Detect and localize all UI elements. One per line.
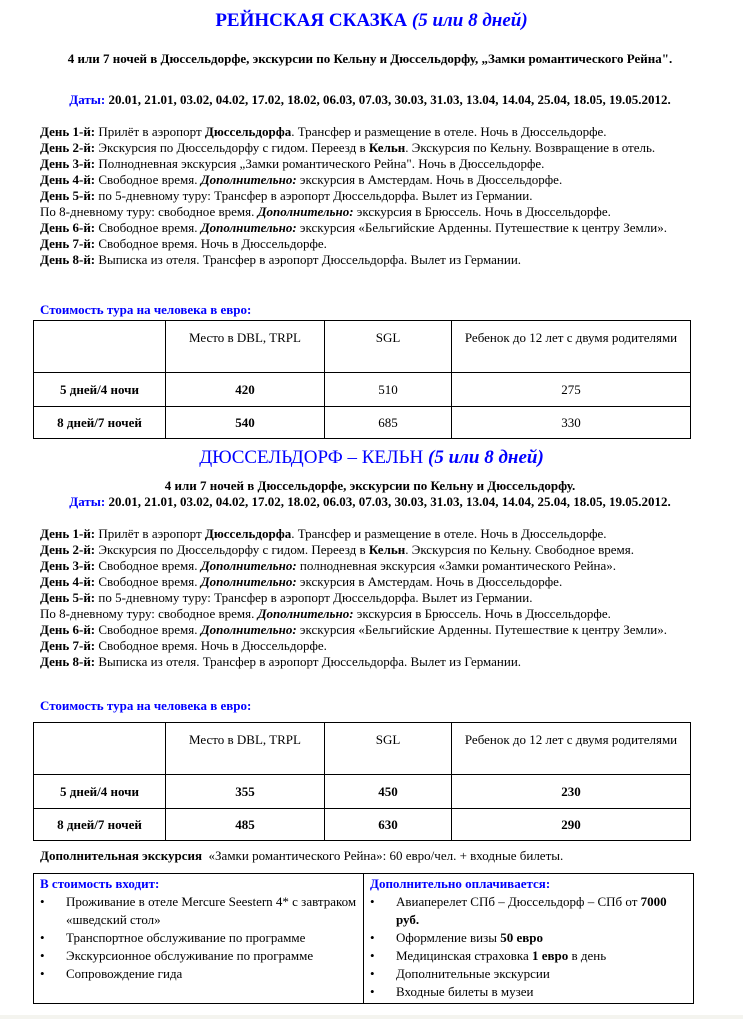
tour1-program [40,124,700,268]
tour1-dates-label: Даты: [69,92,106,107]
text-fragment: Медицинская страховка [396,948,532,963]
program-day [40,124,700,140]
day-label: День 8-й: [40,654,96,669]
list-item [40,947,357,965]
text-fragment: Свободное время. [95,220,201,235]
text-fragment: по 5-дневному туру: Трансфер в аэропорт Дюссельдорфа. Вылет из Германии. [95,188,533,203]
day-label: День 8-й: [40,252,96,267]
price-child: 275 [452,373,691,407]
program-day [40,220,700,236]
day-label: День 3-й: [40,156,96,171]
optional-label: Дополнительно: [200,220,297,235]
text-fragment: полнодневная экскурсия «Замки романтического Рейна». [296,558,617,573]
program-day [40,156,700,172]
day-label: День 1-й: [40,526,96,541]
text-fragment: экскурсия «Бельгийские Арденны. Путешествие к центру Земли». [296,220,667,235]
included-list [40,893,357,983]
program-day [40,590,700,606]
list-item [370,947,687,965]
text-fragment: Проживание в отеле Mercure Seestern 4* с завтраком «шведский стол» [66,894,357,927]
table-row [34,775,691,809]
tour2-title-duration: (5 или 8 дней) [428,447,544,468]
text-fragment: Свободное время. Ночь в Дюссельдорфе. [95,236,327,251]
text-fragment: Выписка из отеля. Трансфер в аэропорт Дюссельдорфа. Вылет из Германии. [95,654,522,669]
page-bottom-edge [0,1015,743,1019]
program-day [40,526,700,542]
day-label: День 6-й: [40,220,96,235]
emphasis-text: Дюссельдорфа [204,526,292,541]
day-label: День 6-й: [40,622,96,637]
list-item [40,929,357,947]
day-label: День 2-й: [40,542,96,557]
day-label: День 2-й: [40,140,96,155]
text-fragment: . Трансфер и размещение в отеле. Ночь в Дюссельдорфе. [291,124,607,139]
text-fragment: Прилёт в аэропорт [95,124,205,139]
price-child: 230 [452,775,691,809]
extra-excursion-label: Дополнительная экскурсия [40,848,203,863]
optional-label: Дополнительно: [200,622,297,637]
list-item [370,929,687,947]
row-name: 5 дней/4 ночи [34,373,166,407]
tour2-program [40,526,700,670]
text-fragment: По 8-дневному туру: свободное время. [40,606,258,621]
text-fragment: . Трансфер и размещение в отеле. Ночь в Дюссельдорфе. [291,526,607,541]
price-dbl: 355 [166,775,325,809]
day-label: День 5-й: [40,188,96,203]
text-fragment: Свободное время. [95,558,201,573]
header-cell-dbl: Место в DBL, TRPL [166,723,325,775]
text-fragment: по 5-дневному туру: Трансфер в аэропорт Дюссельдорфа. Вылет из Германии. [95,590,533,605]
text-fragment: Свободное время. [95,172,201,187]
row-name: 8 дней/7 ночей [34,407,166,439]
emphasis-text: Кельн [368,542,406,557]
program-day [40,140,700,156]
text-fragment: Свободное время. Ночь в Дюссельдорфе. [95,638,327,653]
emphasis-text: Кельн [368,140,406,155]
text-fragment: По 8-дневному туру: свободное время. [40,204,258,219]
optional-label: Дополнительно: [200,574,297,589]
program-day [40,638,700,654]
program-day [40,606,700,622]
extra-paid-list [370,893,687,1001]
tour2-subtitle: 4 или 7 ночей в Дюссельдорфе, экскурсии по Кельну и Дюссельдорфу. [164,478,576,493]
extra-paid-cell [364,874,694,1004]
price-dbl: 485 [166,809,325,841]
text-fragment: Сопровождение гида [66,966,183,981]
header-cell-child: Ребенок до 12 лет с двумя родителями [452,321,691,373]
list-item [40,965,357,983]
table-header-row [34,321,691,373]
table-header-row [34,723,691,775]
program-day [40,252,700,268]
price-sgl: 685 [325,407,452,439]
program-day [40,542,700,558]
text-fragment: Экскурсионное обслуживание по программе [66,948,314,963]
text-fragment: Полнодневная экскурсия „Замки романтического Рейна". Ночь в Дюссельдорфе. [95,156,545,171]
row-name: 8 дней/7 ночей [34,809,166,841]
row-name: 5 дней/4 ночи [34,775,166,809]
emphasis-text: 1 евро [531,948,569,963]
text-fragment: экскурсия «Бельгийские Арденны. Путешествие к центру Земли». [296,622,667,637]
text-fragment: . Экскурсия по Кельну. Свободное время. [405,542,634,557]
text-fragment: Экскурсия по Дюссельдорфу с гидом. Переезд в [95,140,369,155]
included-table [33,873,694,1004]
tour1-price-label: Стоимость тура на человека в евро: [40,302,252,317]
text-fragment: Экскурсия по Дюссельдорфу с гидом. Переезд в [95,542,369,557]
program-day [40,622,700,638]
list-item [370,893,687,929]
day-label: День 3-й: [40,558,96,573]
text-fragment: Авиаперелет СПб – Дюссельдорф – СПб от [396,894,641,909]
text-fragment: . Экскурсия по Кельну. Возвращение в отель. [405,140,656,155]
day-label: День 1-й: [40,124,96,139]
program-day [40,188,700,204]
emphasis-text: 7000 руб. [396,894,667,927]
day-label: День 4-й: [40,574,96,589]
text-fragment: Выписка из отеля. Трансфер в аэропорт Дюссельдорфа. Вылет из Германии. [95,252,522,267]
text-fragment: Входные билеты в музеи [396,984,534,999]
text-fragment: экскурсия в Брюссель. Ночь в Дюссельдорфе. [353,204,611,219]
extra-excursion-note [40,848,563,864]
price-sgl: 630 [325,809,452,841]
tour2-price-table [33,722,691,841]
table-row [34,373,691,407]
price-child: 290 [452,809,691,841]
tour1-subtitle: 4 или 7 ночей в Дюссельдорфе, экскурсии по Кельну и Дюссельдорфу, „Замки романтического Рейна". [67,51,673,66]
included-cell [34,874,364,1004]
header-cell-sgl: SGL [325,321,452,373]
text-fragment: экскурсия в Амстердам. Ночь в Дюссельдорфе. [296,172,563,187]
day-label: День 5-й: [40,590,96,605]
header-cell-sgl: SGL [325,723,452,775]
day-label: День 4-й: [40,172,96,187]
price-sgl: 510 [325,373,452,407]
emphasis-text: 50 евро [500,930,544,945]
text-fragment: Дополнительные экскурсии [396,966,550,981]
tour1-title-duration: (5 или 8 дней) [411,10,528,31]
tour2-title-main: ДЮССЕЛЬДОРФ – КЕЛЬН [199,447,424,468]
header-cell-dbl: Место в DBL, TRPL [166,321,325,373]
header-cell-empty [34,723,166,775]
tour2-dates-label: Даты: [69,494,106,509]
price-sgl: 450 [325,775,452,809]
text-fragment: Свободное время. [95,622,201,637]
tour1-title [0,10,743,32]
table-row [34,407,691,439]
extra-excursion-text: «Замки романтического Рейна»: 60 евро/чел. + входные билеты. [202,848,564,863]
program-day [40,558,700,574]
text-fragment: Оформление визы [396,930,501,945]
optional-label: Дополнительно: [200,558,297,573]
emphasis-text: Дюссельдорфа [204,124,292,139]
text-fragment: Прилёт в аэропорт [95,526,205,541]
program-day [40,654,700,670]
list-item [370,965,687,983]
day-label: День 7-й: [40,638,96,653]
optional-label: Дополнительно: [200,172,297,187]
text-fragment: Свободное время. [95,574,201,589]
list-item [370,983,687,1001]
tour1-dates-value: 20.01, 21.01, 03.02, 04.02, 17.02, 18.02, 06.03, 07.03, 30.03, 31.03, 13.04, 14.04, 25.04, 18.05, 19.05.2012. [108,92,671,107]
text-fragment: в день [568,948,607,963]
day-label: День 7-й: [40,236,96,251]
tour1-title-main: РЕЙНСКАЯ СКАЗКА [215,10,408,31]
tour2-title [0,447,743,469]
tour1-dates [40,92,700,108]
tour2-dates [40,494,700,510]
header-cell-empty [34,321,166,373]
table-row [34,809,691,841]
tour1-price-table [33,320,691,439]
program-day [40,574,700,590]
text-fragment: экскурсия в Брюссель. Ночь в Дюссельдорфе. [353,606,611,621]
program-day [40,172,700,188]
included-header: В стоимость входит: [40,876,160,891]
price-dbl: 420 [166,373,325,407]
text-fragment: экскурсия в Амстердам. Ночь в Дюссельдорфе. [296,574,563,589]
price-child: 330 [452,407,691,439]
extra-paid-header: Дополнительно оплачивается: [370,876,551,891]
tour2-price-label: Стоимость тура на человека в евро: [40,698,252,713]
optional-label: Дополнительно: [257,204,354,219]
program-day [40,236,700,252]
optional-label: Дополнительно: [257,606,354,621]
included-row [34,874,694,1004]
tour2-dates-value: 20.01, 21.01, 03.02, 04.02, 17.02, 18.02, 06.03, 07.03, 30.03, 31.03, 13.04, 14.04, 25.04, 18.05, 19.05.2012. [108,494,671,509]
price-dbl: 540 [166,407,325,439]
list-item [40,893,357,929]
program-day [40,204,700,220]
header-cell-child: Ребенок до 12 лет с двумя родителями [452,723,691,775]
text-fragment: Транспортное обслуживание по программе [66,930,306,945]
